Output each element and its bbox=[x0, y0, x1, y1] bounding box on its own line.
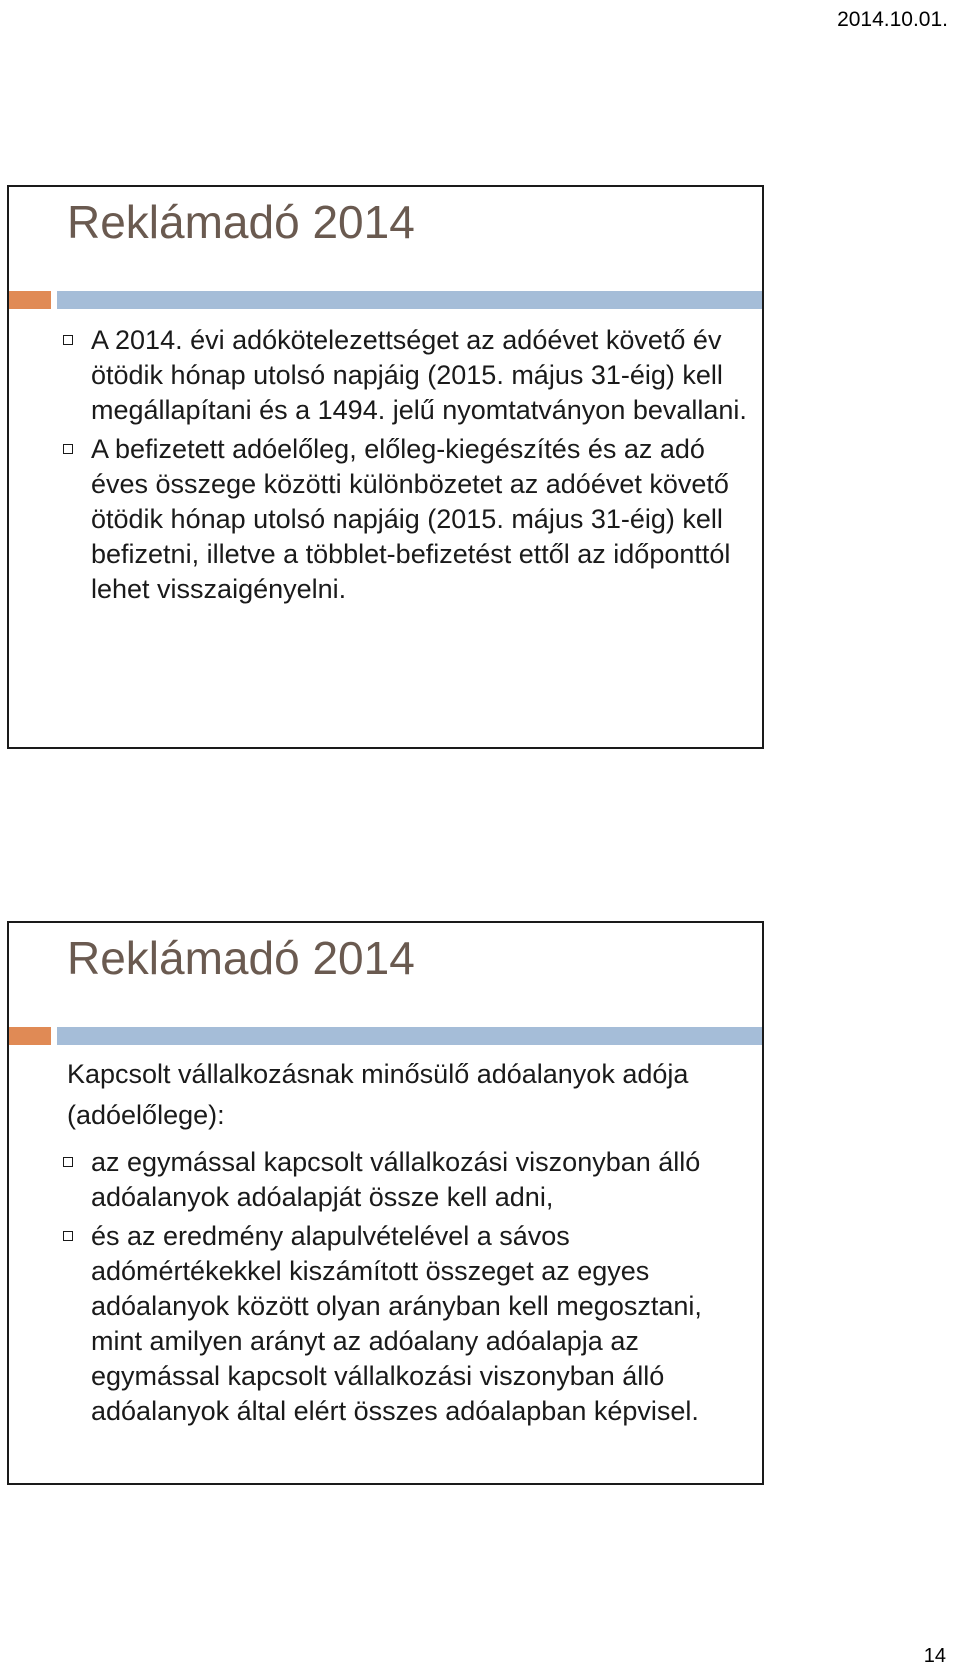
page-number: 14 bbox=[923, 1645, 946, 1667]
document-date: 2014.10.01. bbox=[837, 8, 948, 31]
title-accent-blue-bar bbox=[57, 291, 762, 309]
bullet-text: A befizetett adóelőleg, előleg-kiegészítés és az adó éves összege közötti különbözetet az adóévet követő ötödik hónap utolsó napjáig (2015. május 31-éig) kell befizetni, illetve a többlet-befizetést ettől az időponttól lehet visszaigényelni. bbox=[91, 434, 731, 604]
square-bullet-icon bbox=[63, 1157, 73, 1167]
bullet-text: az egymással kapcsolt vállalkozási viszonyban álló adóalanyok adóalapját össze kell adni, bbox=[91, 1147, 701, 1212]
bullet-text: és az eredmény alapulvételével a sávos adómértékekkel kiszámított összeget az egyes adóalanyok között olyan arányban kell megosztani, mint amilyen arányt az adóalany adóalapja az egymással kapcsolt vállalkozási viszonyban álló adóalanyok által elért összes adóalapban képvisel. bbox=[91, 1221, 702, 1426]
bullet-item bbox=[63, 323, 752, 428]
title-accent-orange-bar bbox=[9, 291, 51, 309]
square-bullet-icon bbox=[63, 335, 73, 345]
intro-paragraph: Kapcsolt vállalkozásnak minősülő adóalanyok adója bbox=[67, 1059, 689, 1089]
slide-1 bbox=[7, 185, 764, 749]
bullet-text: A 2014. évi adókötelezettséget az adóévet követő év ötödik hónap utolsó napjáig (2015. május 31-éig) kell megállapítani és a 1494. jelű nyomtatványon bevallani. bbox=[91, 325, 747, 425]
slide-title: Reklámadó 2014 bbox=[67, 932, 415, 984]
slide-2 bbox=[7, 921, 764, 1485]
bullet-item bbox=[63, 1145, 752, 1215]
bullet-item bbox=[63, 432, 752, 607]
slide-title: Reklámadó 2014 bbox=[67, 196, 415, 248]
square-bullet-icon bbox=[63, 1231, 73, 1241]
bullet-item bbox=[63, 1219, 752, 1429]
slide-body bbox=[63, 323, 752, 607]
slide-body bbox=[67, 1057, 752, 1429]
title-accent-blue-bar bbox=[57, 1027, 762, 1045]
square-bullet-icon bbox=[63, 444, 73, 454]
bullet-list bbox=[63, 1145, 752, 1429]
intro-subparagraph: (adóelőlege): bbox=[67, 1100, 225, 1130]
title-accent-orange-bar bbox=[9, 1027, 51, 1045]
